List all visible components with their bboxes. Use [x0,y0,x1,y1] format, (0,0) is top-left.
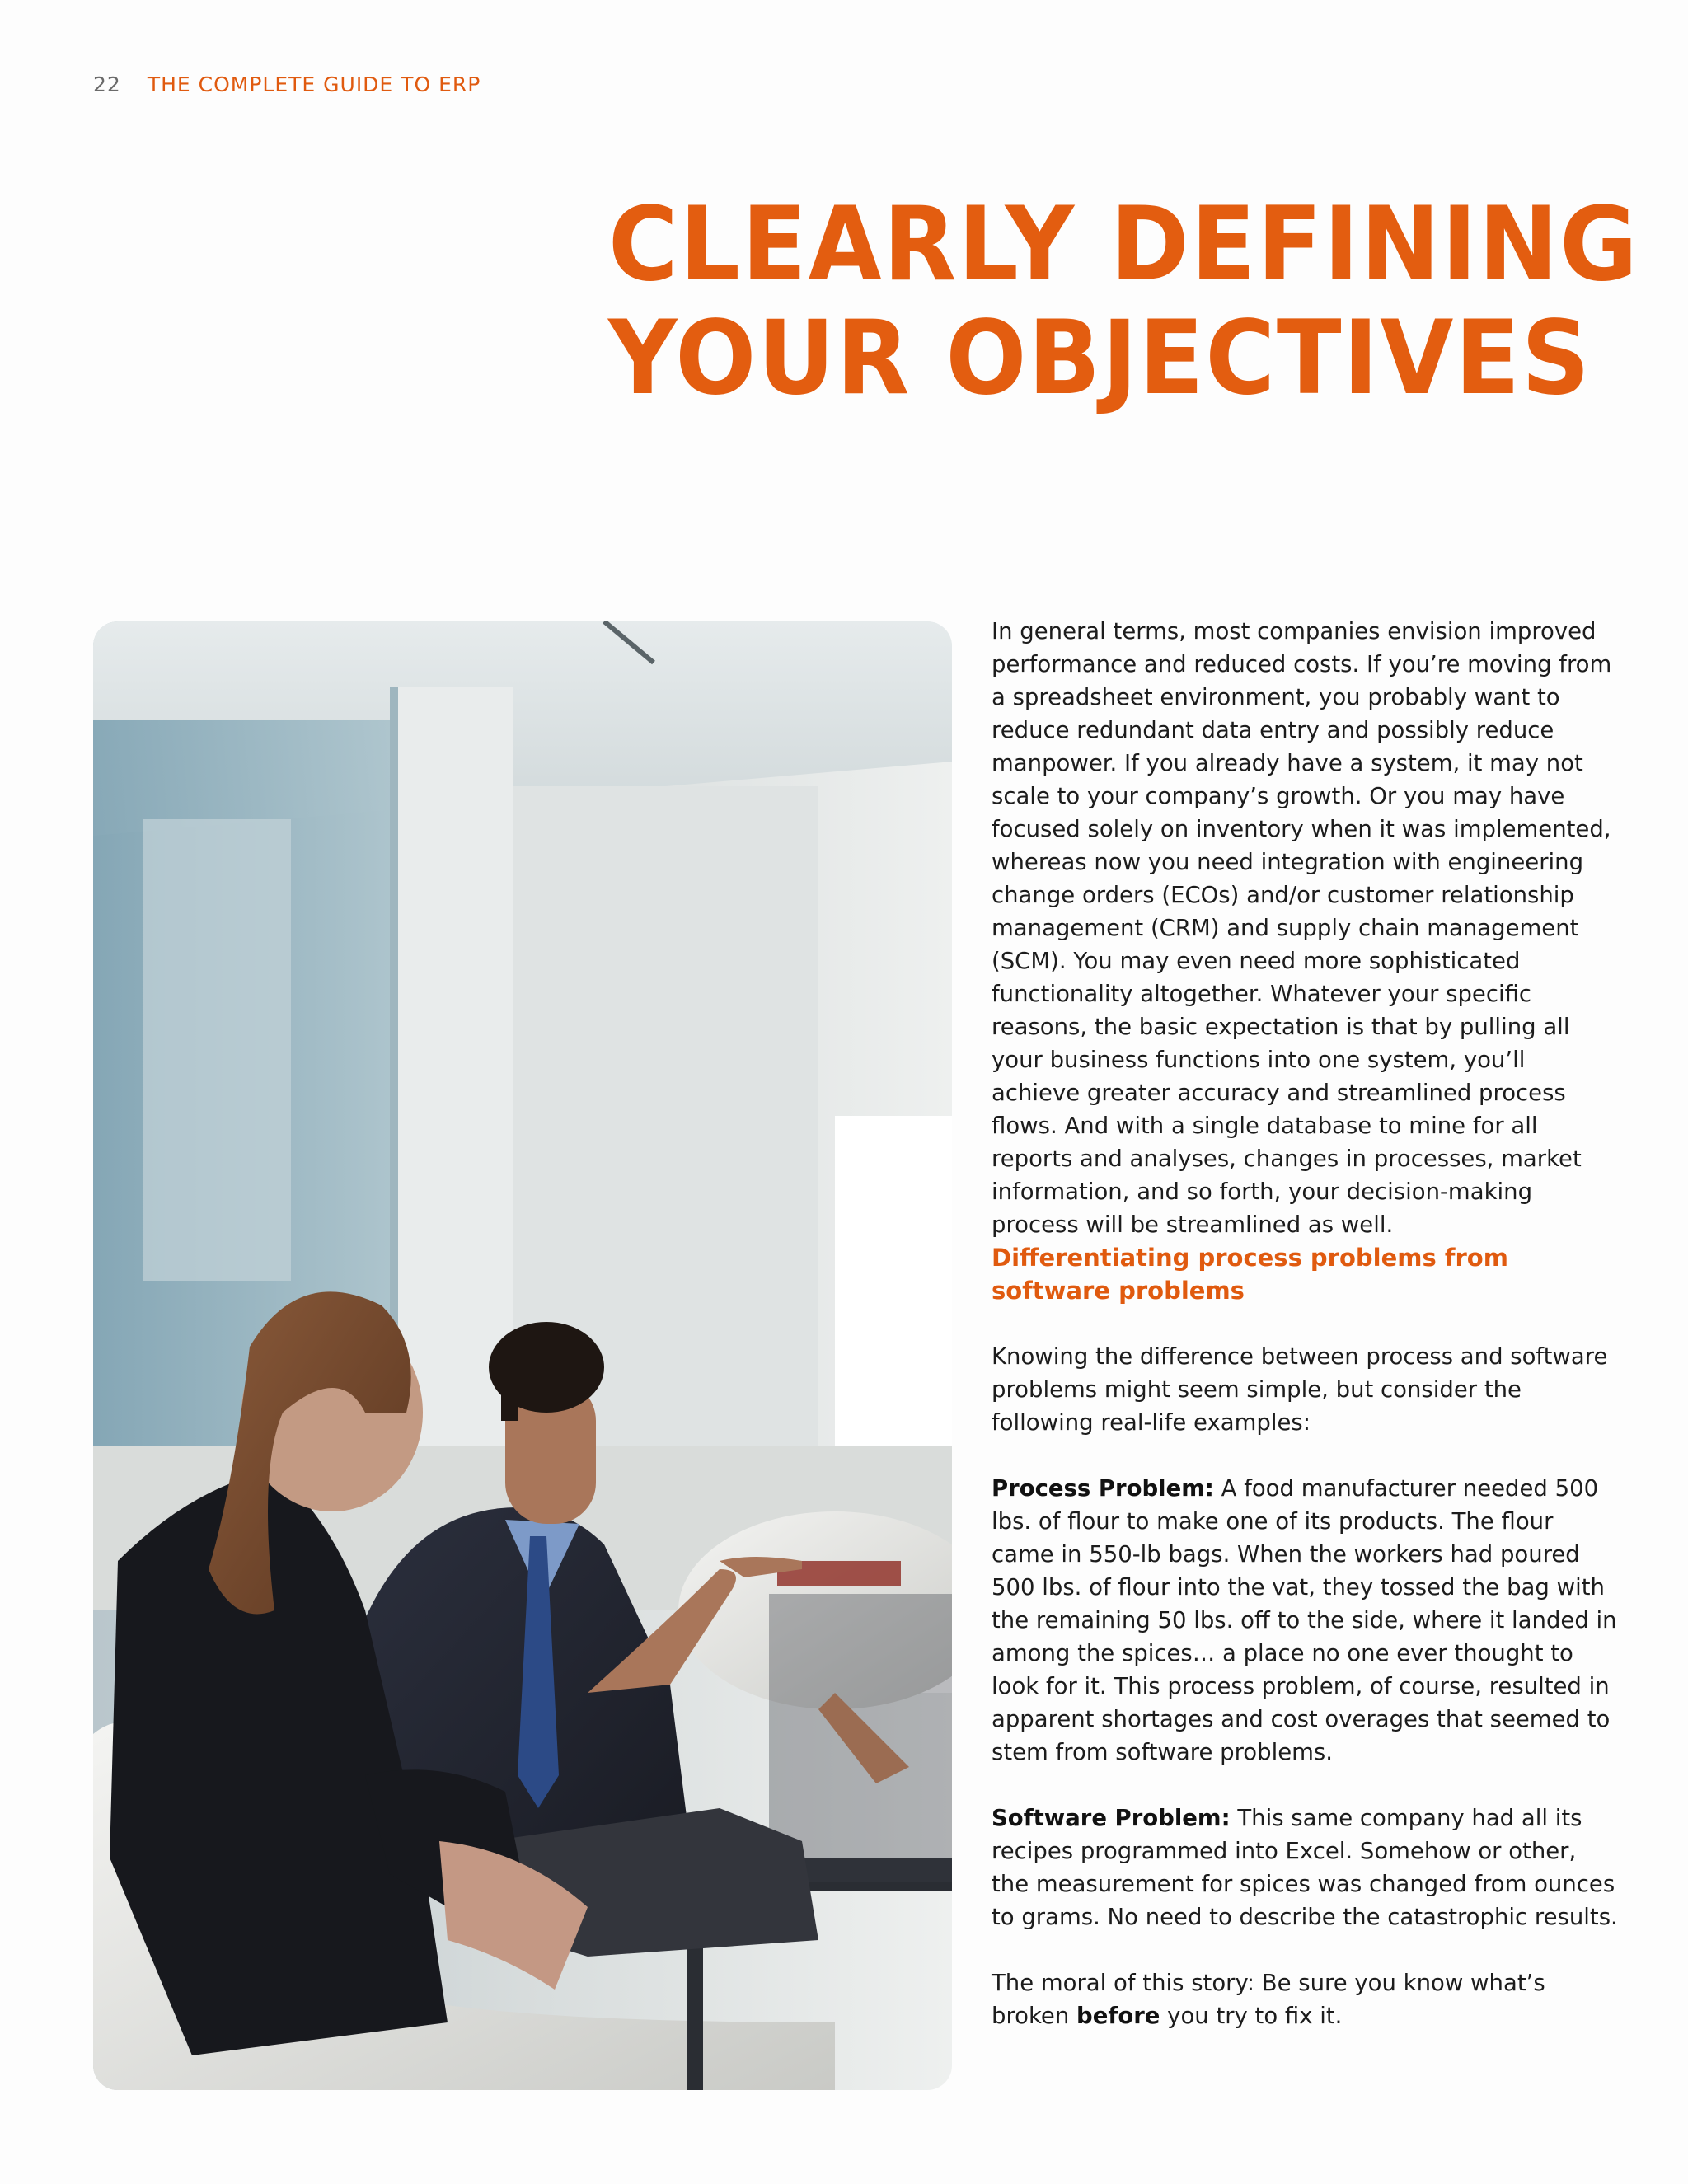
guide-title: THE COMPLETE GUIDE TO ERP [147,73,481,96]
business-meeting-photo [93,621,952,2090]
intro-paragraph: In general terms, most companies envision improved performance and reduced costs. If you’re moving from a spreadsheet environment, you probably want to reduce redundant data entry and possibly reduce manpower. If you already have a system, it may not scale to your company’s growth. Or you may have focused solely on inventory when it was implemented, whereas now you need integration with engineering change orders (ECOs) and/or customer relationship management (CRM) and supply chain management (SCM). You may even need more sophisticated functionality altogether. Whatever your specific reasons, the basic expectation is that by pulling all your business functions into one system, you’ll achieve greater accuracy and streamlined process flows. And with a single database to mine for all reports and analyses, changes in processes, market information, and so forth, your decision-making process will be streamlined as well. [992,618,1612,1238]
software-problem-text: This same company had all its recipes programmed into Excel. Somehow or other, the measurement for spices was changed from ounces to grams. No need to describe the catastrophic results. [992,1805,1618,1930]
process-problem-label: Process Problem: [992,1475,1214,1502]
section-subheading: Differentiating process problems from software problems [992,1244,1508,1305]
page-title [608,185,1639,418]
moral-emphasis: before [1076,2003,1160,2029]
page-number: 22 [93,73,121,96]
moral-end: you try to fix it. [1160,2003,1343,2029]
moral-paragraph [992,1966,1618,2032]
title-line-2: YOUR OBJECTIVES [608,299,1592,418]
running-header [93,73,481,96]
moral-text: The moral of this story: Be sure you know what’s broken [992,1970,1545,2029]
article-body [992,615,1618,2032]
process-problem-text: A food manufacturer needed 500 lbs. of flour to make one of its products. The flour came in 550-lb bags. When the workers had poured 500 lbs. of flour into the vat, they tossed the bag with the remaining 50 lbs. off to the side, where it landed in among the spices… a place no one ever thought to look for it. This process problem, of course, resulted in apparent shortages and cost overages that seemed to stem from software problems. [992,1475,1617,1765]
software-problem-label: Software Problem: [992,1805,1231,1831]
examples-intro-paragraph: Knowing the difference between process and software problems might seem simple, but consider the following real-life examples: [992,1343,1608,1436]
software-problem-paragraph [992,1802,1618,1933]
title-line-1: CLEARLY DEFINING [608,185,1639,304]
process-problem-paragraph [992,1472,1618,1769]
